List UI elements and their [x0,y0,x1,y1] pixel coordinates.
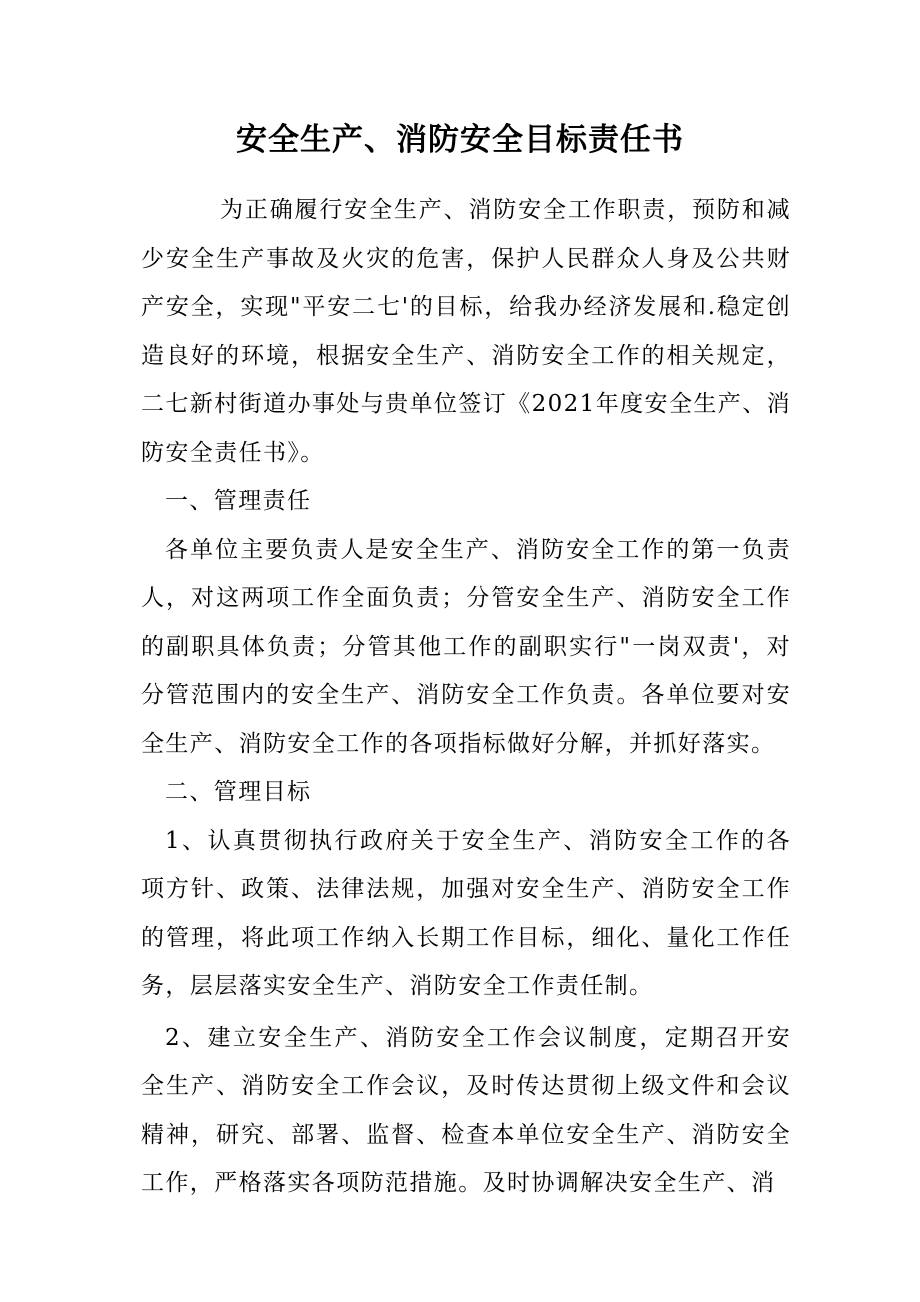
intro-paragraph: 为正确履行安全生产、消防安全工作职责，预防和减少安全生产事故及火灾的危害，保护人民群众人身及公共财产安全，实现"平安二七'的目标，给我办经济发展和.稳定创造良好的环境，根据安全生产、消防安全工作的相关规定，二七新村街道办事处与贵单位签订《2021年度安全生产、消防安全责任书》。 [141,197,791,466]
document-title: 安全生产、消防安全目标责任书 [236,122,684,158]
document-body [141,186,791,1208]
goal-item-2: 2、建立安全生产、消防安全工作会议制度，定期召开安全生产、消防安全工作会议，及时传达贯彻上级文件和会议精神，研究、部署、监督、检查本单位安全生产、消防安全工作，严格落实各项防范措施。及时协调解决安全生产、消 [141,1024,791,1196]
goal-item-1: 1、认真贯彻执行政府关于安全生产、消防安全工作的各项方针、政策、法律法规，加强对安全生产、消防安全工作的管理，将此项工作纳入长期工作目标，细化、量化工作任务，层层落实安全生产、消防安全工作责任制。 [141,827,791,999]
section1-paragraph: 各单位主要负责人是安全生产、消防安全工作的第一负责人，对这两项工作全面负责；分管安全生产、消防安全工作的副职具体负责；分管其他工作的副职实行"一岗双责'，对分管范围内的安全生产、消防安全工作负责。各单位要对安全生产、消防安全工作的各项指标做好分解，并抓好落实。 [141,536,791,757]
section-heading-management-goals: 二、管理目标 [165,779,312,805]
section-heading-management-responsibility: 一、管理责任 [165,488,312,514]
